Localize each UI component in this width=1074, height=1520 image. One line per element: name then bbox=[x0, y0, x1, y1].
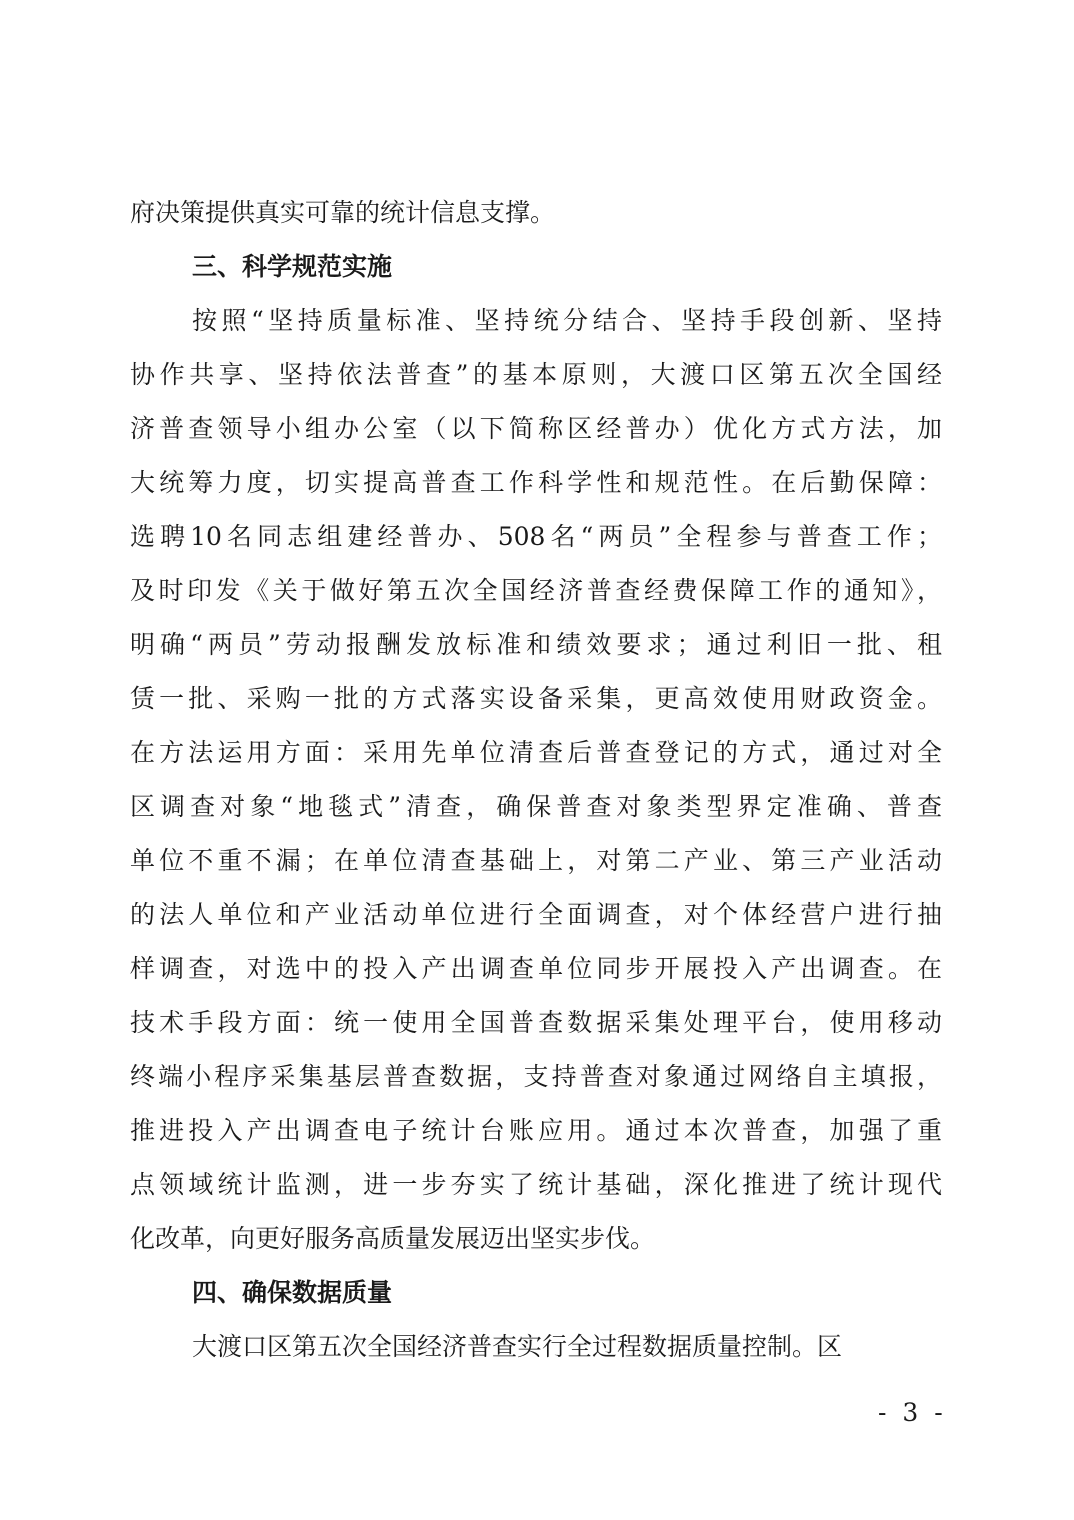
paragraph-line: 单位不重不漏；在单位清查基础上，对第二产业、第三产业活动 bbox=[130, 846, 942, 875]
paragraph-line: 区调查对象“地毯式”清查，确保普查对象类型界定准确、普查 bbox=[130, 792, 942, 821]
paragraph-line: 府决策提供真实可靠的统计信息支撑。 bbox=[130, 198, 556, 227]
paragraph-line: 推进投入产出调查电子统计台账应用。通过本次普查，加强了重 bbox=[130, 1116, 942, 1145]
section-heading-3: 三、科学规范实施 bbox=[192, 252, 393, 281]
paragraph-line: 大统筹力度，切实提高普查工作科学性和规范性。在后勤保障： bbox=[130, 468, 942, 497]
paragraph-line: 选聘10名同志组建经普办、508名“两员”全程参与普查工作； bbox=[130, 522, 942, 551]
paragraph-line: 济普查领导小组办公室（以下简称区经普办）优化方式方法，加 bbox=[130, 414, 942, 443]
paragraph-line: 及时印发《关于做好第五次全国经济普查经费保障工作的通知》， bbox=[130, 576, 942, 605]
paragraph-line: 赁一批、采购一批的方式落实设备采集，更高效使用财政资金。 bbox=[130, 684, 942, 713]
paragraph-line: 终端小程序采集基层普查数据，支持普查对象通过网络自主填报， bbox=[130, 1062, 942, 1091]
paragraph-line: 样调查，对选中的投入产出调查单位同步开展投入产出调查。在 bbox=[130, 954, 942, 983]
section-heading-4: 四、确保数据质量 bbox=[192, 1278, 393, 1307]
document-body bbox=[130, 186, 942, 1374]
paragraph-line: 点领域统计监测，进一步夯实了统计基础，深化推进了统计现代 bbox=[130, 1170, 942, 1199]
paragraph-line: 的法人单位和产业活动单位进行全面调查，对个体经营户进行抽 bbox=[130, 900, 942, 929]
paragraph-line: 明确“两员”劳动报酬发放标准和绩效要求；通过利旧一批、租 bbox=[130, 630, 942, 659]
page-number: - 3 - bbox=[878, 1398, 947, 1427]
paragraph-line: 按照“坚持质量标准、坚持统分结合、坚持手段创新、坚持 bbox=[192, 306, 942, 335]
paragraph-line: 协作共享、坚持依法普查”的基本原则，大渡口区第五次全国经 bbox=[130, 360, 942, 389]
paragraph-line: 化改革，向更好服务高质量发展迈出坚实步伐。 bbox=[130, 1224, 656, 1253]
paragraph-line: 技术手段方面：统一使用全国普查数据采集处理平台，使用移动 bbox=[130, 1008, 942, 1037]
paragraph-line: 大渡口区第五次全国经济普查实行全过程数据质量控制。区 bbox=[192, 1332, 843, 1361]
paragraph-line: 在方法运用方面：采用先单位清查后普查登记的方式，通过对全 bbox=[130, 738, 942, 767]
